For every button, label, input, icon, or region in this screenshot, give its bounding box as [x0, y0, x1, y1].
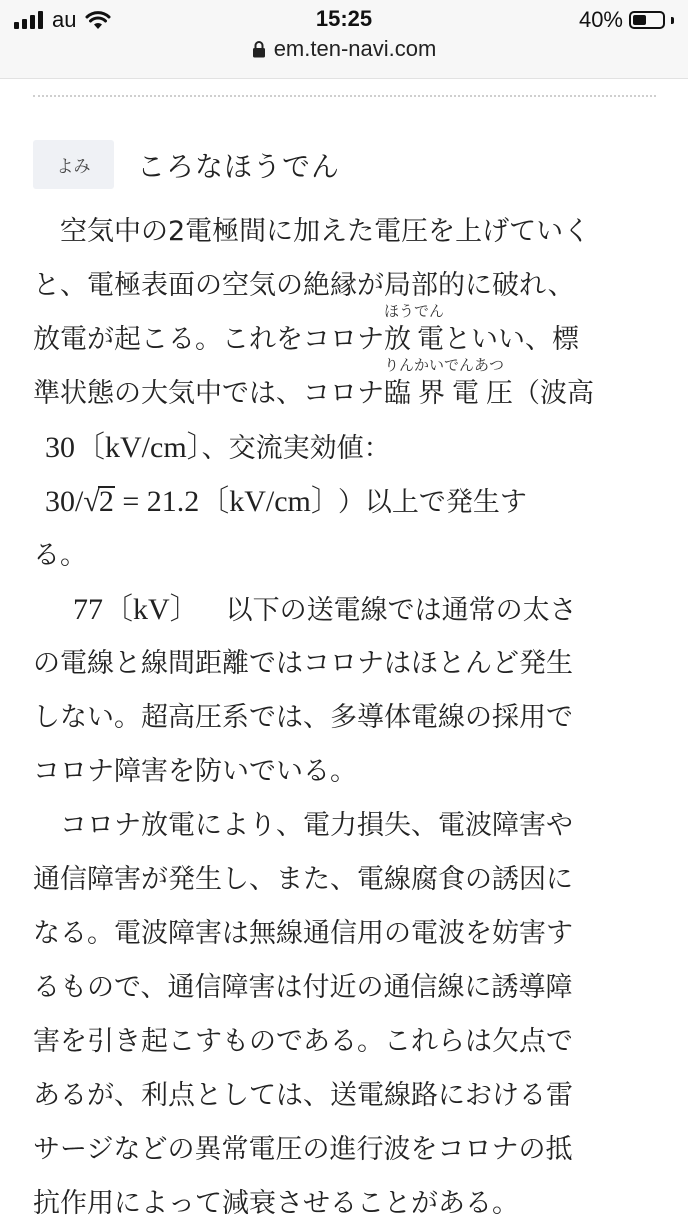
text-line: [45, 482, 527, 522]
text-segment: ）以上で発生す: [337, 487, 527, 518]
battery-percent: 40%: [578, 7, 623, 32]
ruby-word-rinkaidenatsu: [384, 356, 513, 414]
text-line: の電線と線間距離ではコロナはほとんど発生: [33, 648, 573, 679]
ruby-base: 電: [452, 378, 479, 409]
ruby-reading: りんかいでんあつ: [384, 356, 505, 374]
text-segment: 準状態の大気中では、コロナ: [33, 378, 384, 409]
text-line: と、電極表面の空気の絶縁が局部的に破れ、: [33, 270, 575, 301]
sqrt-symbol: √: [83, 485, 100, 518]
text-line: しない。超高圧系では、多導体電線の採用で: [33, 702, 573, 733]
ruby-base: 圧: [486, 378, 513, 409]
math-expression: 30/: [45, 485, 84, 518]
text-line: なる。電波障害は無線通信用の電波を妨害す: [33, 918, 573, 949]
ruby-reading: ほうでん: [384, 302, 445, 320]
text-line: コロナ放電により、電力損失、電波障害や: [60, 810, 573, 841]
status-bar: [0, 0, 688, 79]
text-segment: （波高: [513, 378, 594, 409]
text-line: るもので、通信障害は付近の通信線に誘導障: [33, 972, 573, 1003]
math-expression: 77〔kV〕: [73, 593, 200, 626]
math-expression: 30〔kV/cm〕: [45, 431, 202, 464]
status-right: [579, 6, 674, 34]
text-segment: 以下の送電線では通常の太さ: [225, 595, 577, 626]
text-line: コロナ障害を防いでいる。: [33, 756, 357, 787]
text-line: 通信障害が発生し、また、電線腐食の誘因に: [33, 864, 573, 895]
math-expression: = 21.2〔kV/cm〕: [114, 485, 326, 518]
lock-icon: [252, 40, 266, 58]
sqrt-radicand: 2: [98, 485, 114, 518]
ruby-base: 放: [384, 324, 411, 355]
address-bar[interactable]: [0, 36, 688, 62]
text-line: [45, 428, 391, 468]
text-segment: 放電が起こる。これをコロナ: [33, 324, 384, 355]
ruby-base: 電: [417, 324, 444, 355]
clock: 15:25: [315, 6, 373, 31]
text-line: [33, 302, 579, 360]
ruby-base: 臨: [384, 378, 411, 409]
text-line: 空気中の2電極間に加えた電圧を上げていく: [60, 216, 591, 247]
text-line: サージなどの異常電圧の進行波をコロナの抵: [33, 1134, 573, 1165]
text-line: [73, 590, 577, 630]
dotted-divider: [33, 95, 656, 97]
ruby-base: 界: [418, 378, 445, 409]
yomi-label: よみ: [33, 140, 114, 189]
text-line: る。: [33, 540, 87, 571]
text-line: あるが、利点としては、送電線路における雷: [33, 1080, 573, 1111]
yomi-value: ころなほうでん: [137, 150, 341, 183]
text-segment: 、交流実効値：: [201, 433, 391, 464]
carrier-name: au: [52, 7, 77, 32]
url-text[interactable]: em.ten-navi.com: [273, 36, 437, 61]
ruby-word-houden: [384, 302, 445, 360]
battery-tip: [671, 17, 674, 24]
text-line: [33, 356, 594, 414]
text-line: 害を引き起こすものである。これらは欠点で: [33, 1026, 573, 1057]
text-line: 抗作用によって減衰させることがある。: [33, 1188, 519, 1219]
text-segment: といい、標: [444, 324, 579, 355]
battery-icon: [629, 11, 665, 29]
